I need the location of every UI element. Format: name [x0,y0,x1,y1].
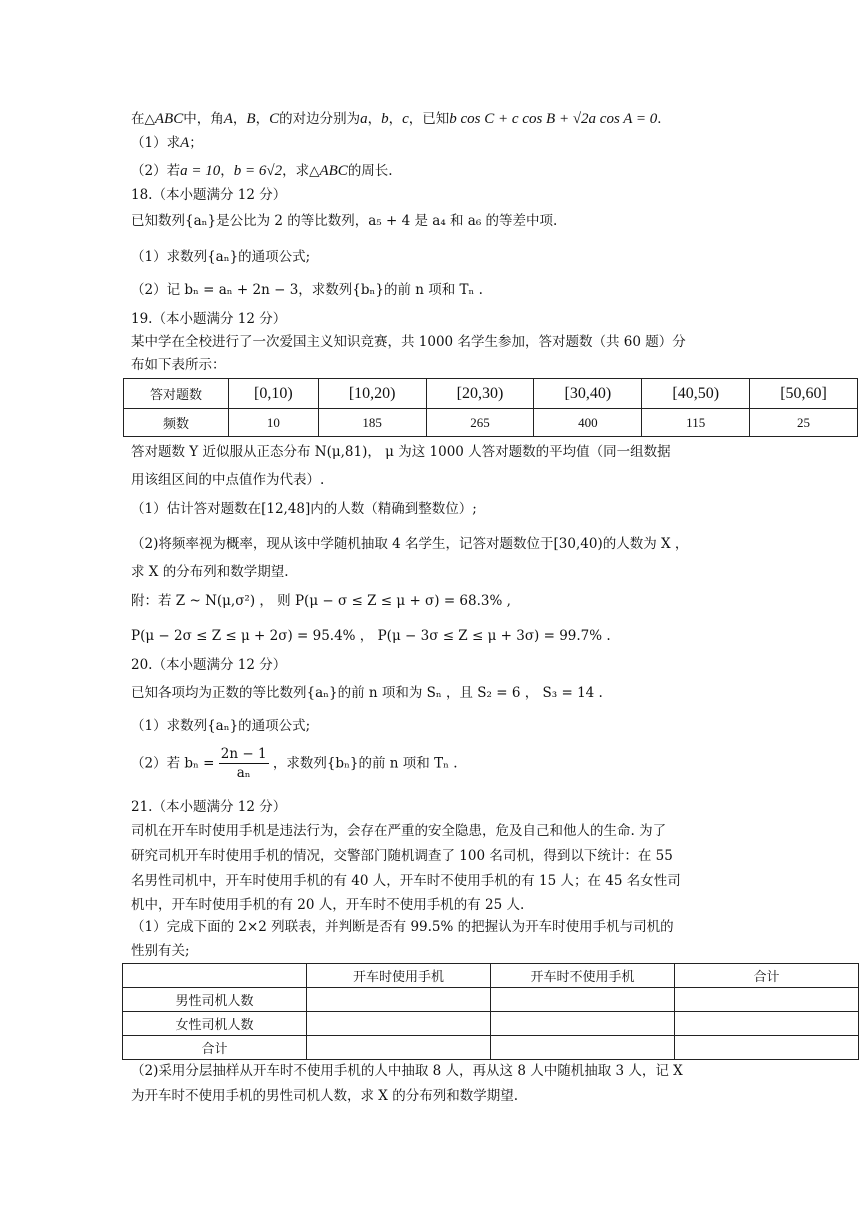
interval-cell: [10,20) [318,379,426,409]
p19-stem-line2: 布如下表所示： [131,357,226,373]
empty-cell [307,1036,491,1060]
empty-cell [675,1036,859,1060]
p20-header: 20.（本小题满分 12 分） [131,657,287,673]
table-header-cell: 合计 [675,964,859,988]
frequency-table [123,378,858,437]
table-row-label: 频数 [124,409,229,437]
p21-stem-line3: 名男性司机中，开车时使用手机的有 40 人，开车时不使用手机的有 15 人；在 45 名女性司 [131,873,681,889]
p20-stem: 已知各项均为正数的等比数列{aₙ}的前 n 项和为 Sₙ ，且 S₂ = 6 ， S₃ = 14 . [131,685,603,701]
empty-cell [675,1012,859,1036]
frequency-cell: 10 [229,409,319,437]
frequency-cell: 265 [426,409,534,437]
table-header-cell: 开车时使用手机 [307,964,491,988]
interval-cell: [0,10) [229,379,319,409]
p19-q2-line1: （2)将频率视为概率，现从该中学随机抽取 4 名学生，记答对题数位于[30,40)的人数为 X ， [131,536,689,552]
p17-q1: （1）求A； [131,135,203,151]
p19-note-line2: P(μ − 2σ ≤ Z ≤ μ + 2σ) = 95.4% ， P(μ − 3σ ≤ Z ≤ μ + 3σ) = 99.7% . [131,628,611,644]
p19-after-line1: 答对题数 Y 近似服从正态分布 N(μ,81)， μ 为这 1000 人答对题数的平均值（同一组数据 [131,444,671,460]
empty-cell [307,1012,491,1036]
p21-stem-line2: 研究司机开车时使用手机的情况，交警部门随机调查了 100 名司机，得到以下统计：在 55 [131,848,673,864]
p18-stem: 已知数列{aₙ}是公比为 2 的等比数列，a₅ + 4 是 a₄ 和 a₆ 的等差中项. [131,213,558,229]
p18-q1: （1）求数列{aₙ}的通项公式; [131,249,311,265]
p21-q1-line1: （1）完成下面的 2×2 列联表，并判断是否有 99.5% 的把握认为开车时使用手机与司机的 [131,919,674,935]
p17-stem: 在△ABC中，角A，B，C的对边分别为a，b，c，已知b cos C + c cos B + √2a cos A = 0． [131,111,671,127]
fraction: $\frac{2n - 1}{\text{aₙ}}$ [220,746,267,781]
p21-stem-line1: 司机在开车时使用手机是违法行为，会存在严重的安全隐患，危及自己和他人的生命. 为了 [131,823,667,839]
table-row-label: 男性司机人数 [123,988,307,1012]
frequency-cell: 400 [534,409,642,437]
p21-q2-line1: （2)采用分层抽样从开车时不使用手机的人中抽取 8 人，再从这 8 人中随机抽取 3 人，记 X [131,1063,683,1079]
p19-after-line2: 用该组区间的中点值作为代表）. [131,472,325,488]
empty-cell [491,988,675,1012]
p21-header: 21.（本小题满分 12 分） [131,799,287,815]
p19-header: 19.（本小题满分 12 分） [131,311,287,327]
frequency-cell: 115 [642,409,750,437]
empty-cell [491,1036,675,1060]
contingency-table [122,963,859,1060]
interval-cell: [50,60] [750,379,858,409]
table-row-label: 合计 [123,1036,307,1060]
p17-condition: b cos C + c cos B + √2a cos A = 0 [449,111,658,127]
interval-cell: [40,50) [642,379,750,409]
p19-q1: （1）估计答对题数在[12,48]内的人数（精确到整数位）; [131,501,477,517]
p18-q2: （2）记 bₙ = aₙ + 2n − 3，求数列{bₙ}的前 n 项和 Tₙ . [131,282,483,298]
p18-header: 18.（本小题满分 12 分） [131,187,287,203]
frequency-cell: 25 [750,409,858,437]
empty-cell [307,988,491,1012]
p21-q1-line2: 性别有关; [131,943,190,959]
table-header-cell: 开车时不使用手机 [491,964,675,988]
frequency-cell: 185 [318,409,426,437]
interval-cell: [20,30) [426,379,534,409]
p20-q1: （1）求数列{aₙ}的通项公式; [131,718,311,734]
p17-q2: （2）若a = 10，b = 6√2，求△ABC的周长. [131,163,393,179]
p20-q2: （2）若 bₙ = $\frac{2n - 1}{\text{aₙ}}$ ，求数列{bₙ}的前 n 项和 Tₙ . [131,746,458,781]
interval-cell: [30,40) [534,379,642,409]
table-row-label: 女性司机人数 [123,1012,307,1036]
empty-cell [491,1012,675,1036]
p21-stem-line4: 机中，开车时使用手机的有 20 人，开车时不使用手机的有 25 人. [131,897,525,913]
table-row-label: 答对题数 [124,379,229,409]
p19-stem-line1: 某中学在全校进行了一次爱国主义知识竞赛，共 1000 名学生参加，答对题数（共 60 题）分 [131,334,686,350]
p19-q2-line2: 求 X 的分布列和数学期望. [131,564,289,580]
p19-note-line1: 附：若 Z ~ N(μ,σ²) ， 则 P(μ − σ ≤ Z ≤ μ + σ) = 68.3% , [131,593,511,609]
empty-cell [675,988,859,1012]
table-header-cell [123,964,307,988]
p21-q2-line2: 为开车时不使用手机的男性司机人数，求 X 的分布列和数学期望. [131,1088,518,1104]
